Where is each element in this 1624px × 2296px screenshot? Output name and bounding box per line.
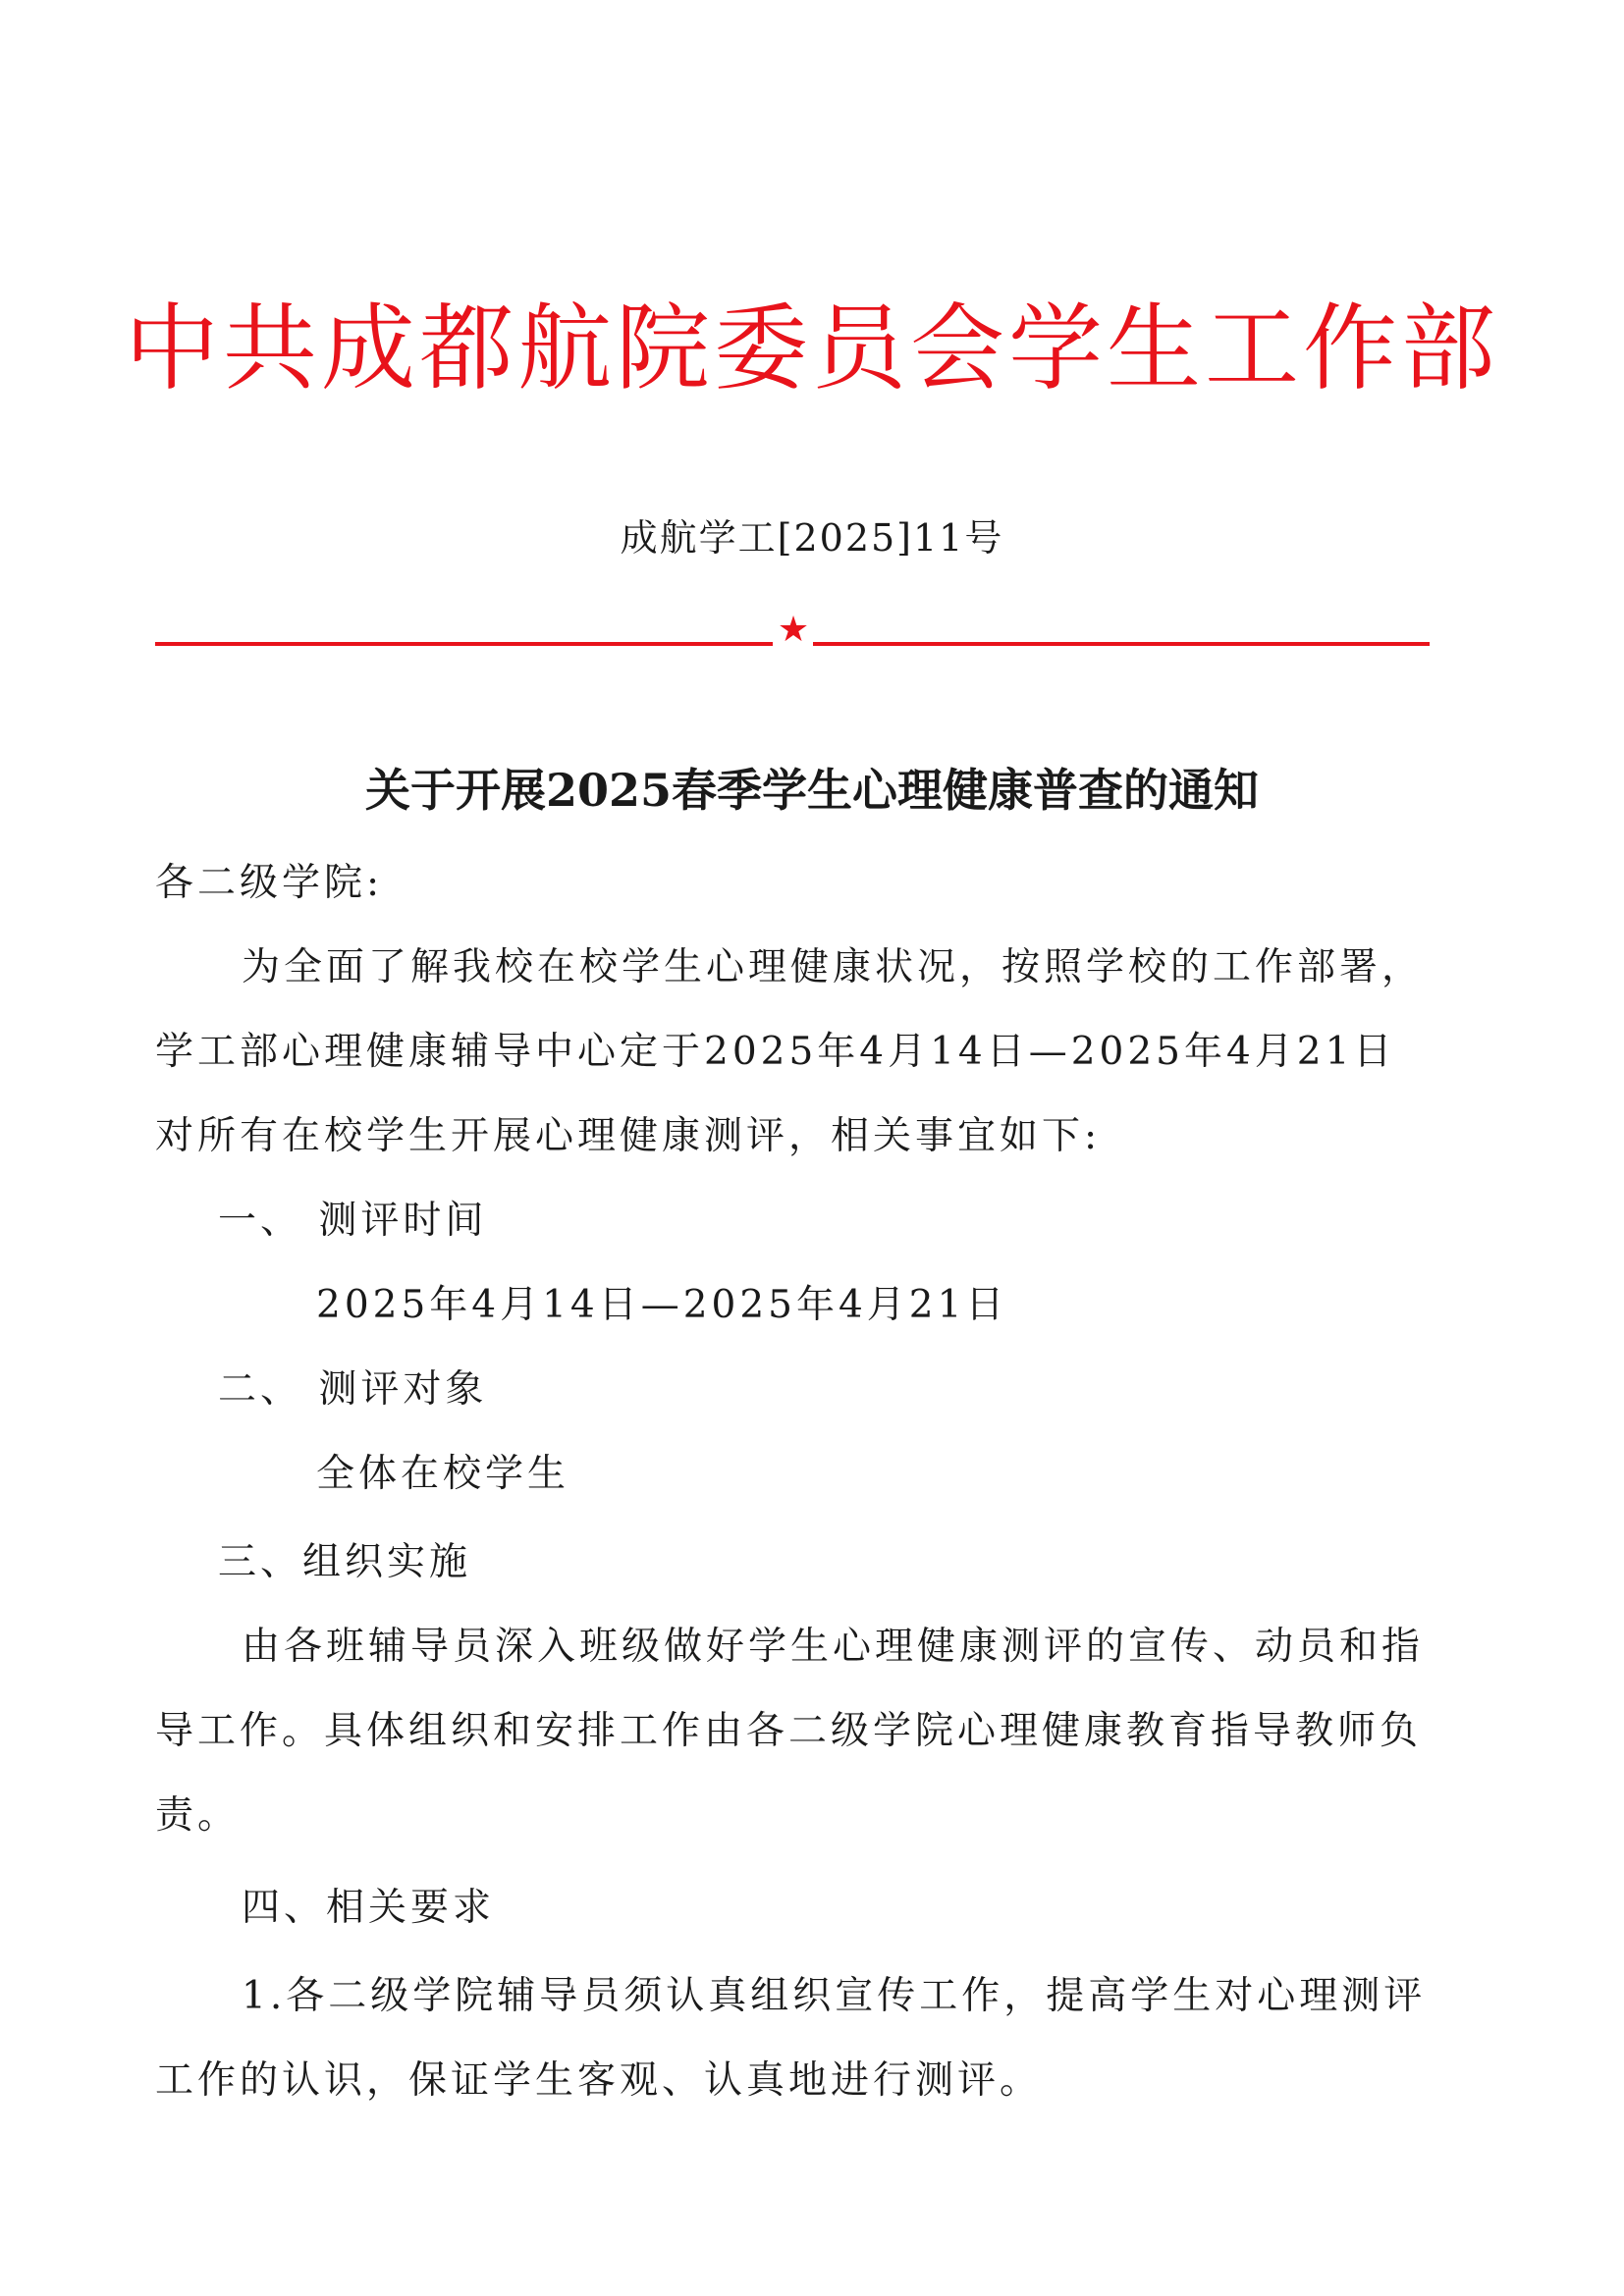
organization-line-1: 由各班辅导员深入班级做好学生心理健康测评的宣传、动员和指 [242, 1625, 1425, 1669]
document-number: 成航学工[2025]11号 [620, 516, 1004, 560]
star-icon: ★ [777, 610, 810, 650]
section-heading-target: 二、 测评对象 [218, 1367, 488, 1412]
requirement-line-2: 工作的认识，保证学生客观、认真地进行测评。 [155, 2058, 1043, 2103]
intro-line-3: 对所有在校学生开展心理健康测评，相关事宜如下: [155, 1114, 1102, 1158]
red-divider-left [155, 642, 773, 646]
organization-line-3: 责。 [155, 1793, 241, 1838]
intro-line-1: 为全面了解我校在校学生心理健康状况，按照学校的工作部署， [242, 945, 1425, 989]
section-body-target: 全体在校学生 [316, 1452, 570, 1496]
section-heading-organization: 三、组织实施 [218, 1540, 472, 1584]
notice-title: 关于开展2025春季学生心理健康普查的通知 [364, 764, 1260, 817]
organization-header: 中共成都航院委员会学生工作部 [125, 294, 1499, 403]
requirement-line-1: 1.各二级学院辅导员须认真组织宣传工作，提高学生对心理测评 [242, 1974, 1427, 2018]
intro-line-2: 学工部心理健康辅导中心定于2025年4月14日—2025年4月21日 [155, 1030, 1396, 1074]
organization-line-2: 导工作。具体组织和安排工作由各二级学院心理健康教育指导教师负 [155, 1709, 1423, 1753]
section-heading-time: 一、 测评时间 [218, 1199, 488, 1243]
salutation: 各二级学院: [155, 861, 384, 905]
section-heading-requirements: 四、相关要求 [242, 1886, 496, 1930]
section-body-time: 2025年4月14日—2025年4月21日 [316, 1283, 1008, 1327]
red-divider-right [813, 642, 1430, 646]
